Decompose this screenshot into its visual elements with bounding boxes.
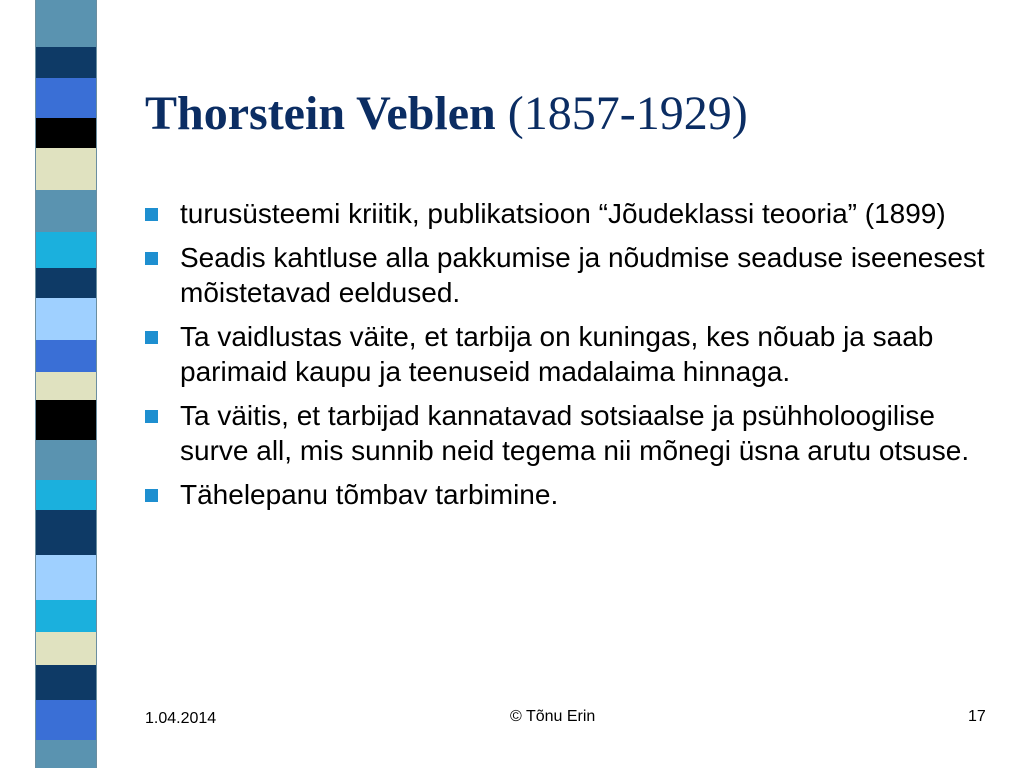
list-item — [145, 477, 1005, 512]
list-item — [145, 196, 1005, 231]
bullet-text: Seadis kahtluse alla pakkumise ja nõudmise seaduse iseenesest mõistetavad eeldused. — [180, 242, 985, 308]
decorative-stripe-bar — [35, 0, 97, 768]
stripe-band — [35, 268, 97, 298]
stripe-band — [35, 600, 97, 632]
stripe-band — [35, 400, 97, 440]
square-bullet-icon — [145, 331, 158, 344]
list-item — [145, 240, 1005, 310]
stripe-band — [35, 372, 97, 400]
square-bullet-icon — [145, 208, 158, 221]
bullet-text: Tähelepanu tõmbav tarbimine. — [180, 479, 559, 510]
stripe-band — [35, 0, 97, 18]
bullet-text: Ta vaidlustas väite, et tarbija on kuningas, kes nõuab ja saab parimaid kaupu ja teenuseid madalaima hinnaga. — [180, 321, 934, 387]
stripe-band — [35, 632, 97, 665]
stripe-band — [35, 480, 97, 510]
footer-copyright: © Tõnu Erin — [510, 708, 596, 725]
stripe-band — [35, 298, 97, 340]
bullet-text: turusüsteemi kriitik, publikatsioon “Jõudeklassi teooria” (1899) — [180, 198, 946, 229]
square-bullet-icon — [145, 252, 158, 265]
stripe-band — [35, 118, 97, 148]
square-bullet-icon — [145, 410, 158, 423]
stripe-band — [35, 148, 97, 190]
stripe-band — [35, 47, 97, 78]
stripe-band — [35, 510, 97, 555]
title-years: (1857-1929) — [507, 87, 748, 140]
bullet-text: Ta väitis, et tarbijad kannatavad sotsiaalse ja psühholoogilise surve all, mis sunnib neid tegema nii mõnegi üsna arutu otsuse. — [180, 400, 970, 466]
bullet-list — [145, 196, 1005, 521]
square-bullet-icon — [145, 489, 158, 502]
stripe-band — [35, 190, 97, 232]
stripe-band — [35, 232, 97, 268]
footer-date: 1.04.2014 — [145, 710, 217, 727]
list-item — [145, 319, 1005, 389]
stripe-band — [35, 340, 97, 372]
stripe-band — [35, 18, 97, 47]
stripe-band — [35, 78, 97, 118]
stripe-band — [35, 440, 97, 480]
list-item — [145, 398, 1005, 468]
title-name: Thorstein Veblen — [145, 87, 496, 140]
stripe-band — [35, 665, 97, 700]
stripe-band — [35, 740, 97, 768]
page-number: 17 — [968, 708, 986, 725]
stripe-band — [35, 700, 97, 740]
stripe-band — [35, 555, 97, 600]
slide-title — [145, 88, 748, 141]
